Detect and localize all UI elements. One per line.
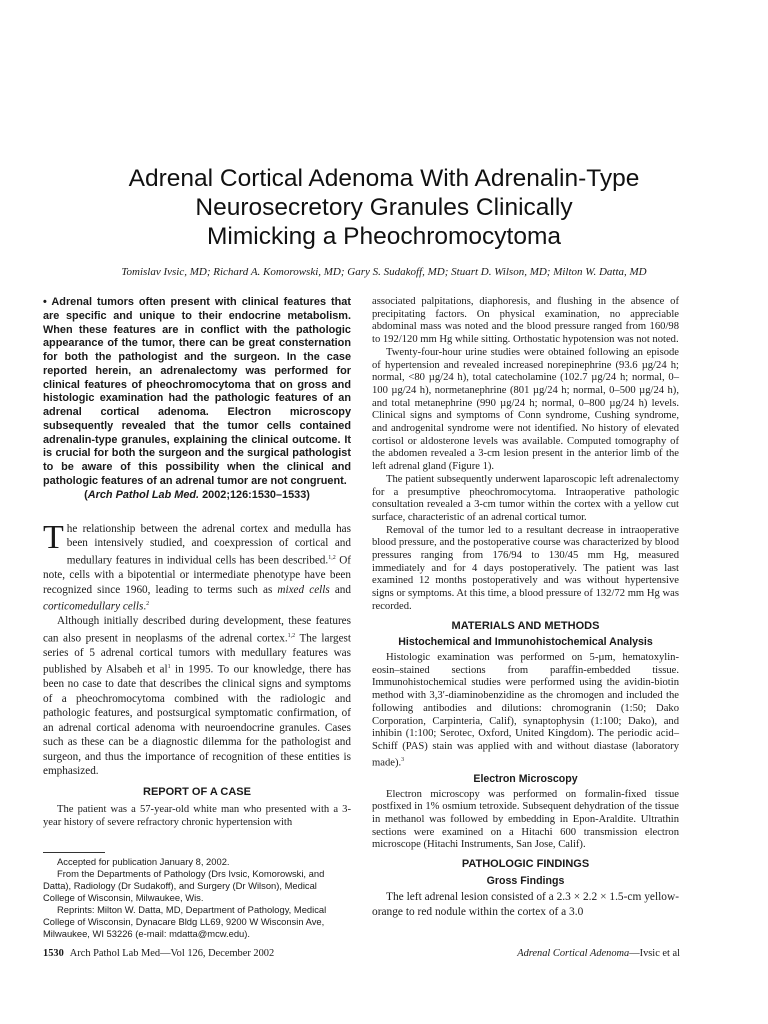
footnote: Accepted for publication January 8, 2002. [57,856,230,867]
page-footer-left [43,948,274,959]
journal-info: Arch Pathol Lab Med—Vol 126, December 2002 [69,948,275,959]
footnote: From the Departments of Pathology (Drs Ivsic, Komorowski, and Datta), Radiology (Dr Sudakoff), and Surgery (Dr Wilson), Medical College of Wisconsin, Milwaukee, Wis. [43,868,325,903]
footnotes [43,856,351,940]
subsection-heading: Electron Microscopy [473,772,578,785]
section-heading: MATERIALS AND METHODS [451,619,600,632]
right-column-body [372,296,679,920]
running-title: Adrenal Cortical Adenoma [517,948,630,959]
subsection-heading: Gross Findings [486,874,565,887]
abstract-citation: (Arch Pathol Lab Med. 2002;126:1530–1533) [84,488,310,501]
case-paragraph: Twenty-four-hour urine studies were obtained following an episode of hypertension and revealed increased norepinephrine (93.6 µg/24 h; normal, <80 µg/24 h), total catecholamine (102.7 µg/24 h; normal, 0–100 µg/24 h), normetanephrine (801 µg/24 h; normal, 0–500 µg/24 h), and total metanephrine (990 µg/24 h; normal, 0–800 µg/24 h) levels. Clinical signs and symptoms of Conn syndrome, Cushing syndrome, and androgenital syndrome were not identified. No history of elevated cortisol or aldosterone levels was available. Computed tomography of the abdomen revealed a 3-cm lesion present in the anterior limb of the left adrenal gland (Figure 1). [372,346,679,473]
section-heading: REPORT OF A CASE [143,785,251,798]
case-paragraph: associated palpitations, diaphoresis, and flushing in the absence of precipitating factors. On physical examination, no appreciable abdominal mass was noted and the blood pressure ranged from 160/98 to 192/120 mm Hg while sitting. Orthostatic hypotension was not noted. [372,296,679,346]
article-title [40,164,728,251]
case-paragraph: Removal of the tumor led to a resultant decrease in intraoperative blood pressure, and the postoperative course was characterized by blood pressures ranging from 176/94 to 130/45 mm Hg, measured immediately and for 4 days postoperatively. The patient was last examined 12 months postoperatively and was without hypertensive signs or symptoms. At this time, a blood pressure of 132/72 mm Hg was recorded. [372,524,679,612]
methods-paragraph: Electron microscopy was performed on formalin-fixed tissue postfixed in 1% osmium tetroxide. Subsequent dehydration of the tissue in methanol was followed by embedding in Epon-Araldite. Ultrathin sections were examined on a Hitachi 600 transmission electron microscope (Hitachi Instruments, San Jose, Calif). [372,788,679,851]
citation-details: 2002;126:1530–1533) [202,488,310,501]
author-list: Tomislav Ivsic, MD; Richard A. Komorowski, MD; Gary S. Sudakoff, MD; Stuart D. Wilson, MD; Milton W. Datta, MD [121,266,647,278]
section-heading: PATHOLOGIC FINDINGS [461,858,590,871]
intro-paragraph: Although initially described during development, these features can also present in neoplasms of the adrenal cortex.$^{1,2}$ The largest series of 5 adrenal cortical tumors with medullary features was published by Alsabeh et $al^1$ in 1995. To our knowledge, there has been no case to date that describes the clinical signs and symptoms of a pheochromocytoma combined with the radiologic and pathologic features, and postsurgical symptomatic confirmation, of an adrenal cortical adenoma with neuroendocrine granules. Cases such as these can be a diagnostic dilemma for the pathologist and surgeon, and thus the importance of recognition of these entities is emphasized. [43,615,351,778]
intro-paragraph: The relationship between the adrenal cortex and medulla has been intensively studied, and coexpression of cortical and medullary features in individual cells has been described.$^{1,2}$ Of note, cells with a bipotential or intermediate phenotype have been recognized since 1960, leading to terms such as mixed cells and corticomedullary cells.$^2$ [43,519,351,613]
methods-paragraph: Histologic examination was performed on 5-µm, hematoxylin-eosin–stained sections from paraffin-embedded tissue. Immunohistochemical studies were performed using the avidin-biotin method with 3,3′-diaminobenzidine as the chromogen and included the following antibodies and dilutions: chromogranin (1:50; Dako Corporation, Carpinteria, Calif), synaptophysin (1:100; Dako), and inhibin (1:100; Serotec, Oxford, United Kingdom). The periodic acid–Schiff (PAS) stain was applied with and without diastase (laboratory made).$^3$ [372,651,679,769]
footnote-rule [43,852,105,853]
findings-paragraph: The left adrenal lesion consisted of a 2.3 × 2.2 × 1.5-cm yellow-orange to red nodule within the cortex of a 3.0 [372,891,679,919]
case-paragraph: The patient subsequently underwent laparoscopic left adrenalectomy for a presumptive pheochromocytoma. Intraoperative pathologic consultation revealed a 3-cm tumor within the cortex with a yellow cut surface, characteristic of an adrenal cortical tumor. [372,473,679,523]
title-line: Adrenal Cortical Adenoma With Adrenalin-Type [128,165,640,192]
footnote: Reprints: Milton W. Datta, MD, Department of Pathology, Medical College of Wisconsin, Dynacare Bldg LL69, 9200 W Wisconsin Ave, Milwaukee, WI 53226 (e-mail: mdatta@mcw.edu). [43,904,327,939]
case-paragraph: The patient was a 57-year-old white man who presented with a 3-year history of severe refractory chronic hypertension with [43,804,351,829]
citation-journal: Arch Pathol Lab Med. [87,488,200,501]
left-column-body [43,519,351,829]
drop-cap: T [43,519,64,556]
subsection-heading: Histochemical and Immunohistochemical Analysis [398,636,653,649]
title-line: Neurosecretory Granules Clinically [195,194,573,221]
title-line: Mimicking a Pheochromocytoma [206,223,562,250]
abstract-text: • Adrenal tumors often present with clinical features that are specific and unique to their endocrine metabolism. When these features are in conflict with the pathologic appearance of the tumor, there can be great consternation for both the pathologist and the surgeon. In the case reported herein, an adrenalectomy was performed for clinical features of pheochromocytoma that on gross and histologic examination had the pathologic features of an adrenal cortical adenoma. Electron microscopy subsequently revealed that the tumor cells contained adrenalin-type granules, explaining the clinical outcome. It is crucial for both the surgeon and the surgical pathologist to be aware of this possibility when the clinical and pathologic features of an adrenal tumor are not congruent. [43,296,351,487]
page-footer-right [517,948,680,959]
page-number: 1530 [43,948,64,959]
running-authors: —Ivsic et al [629,948,680,959]
abstract [43,296,351,502]
